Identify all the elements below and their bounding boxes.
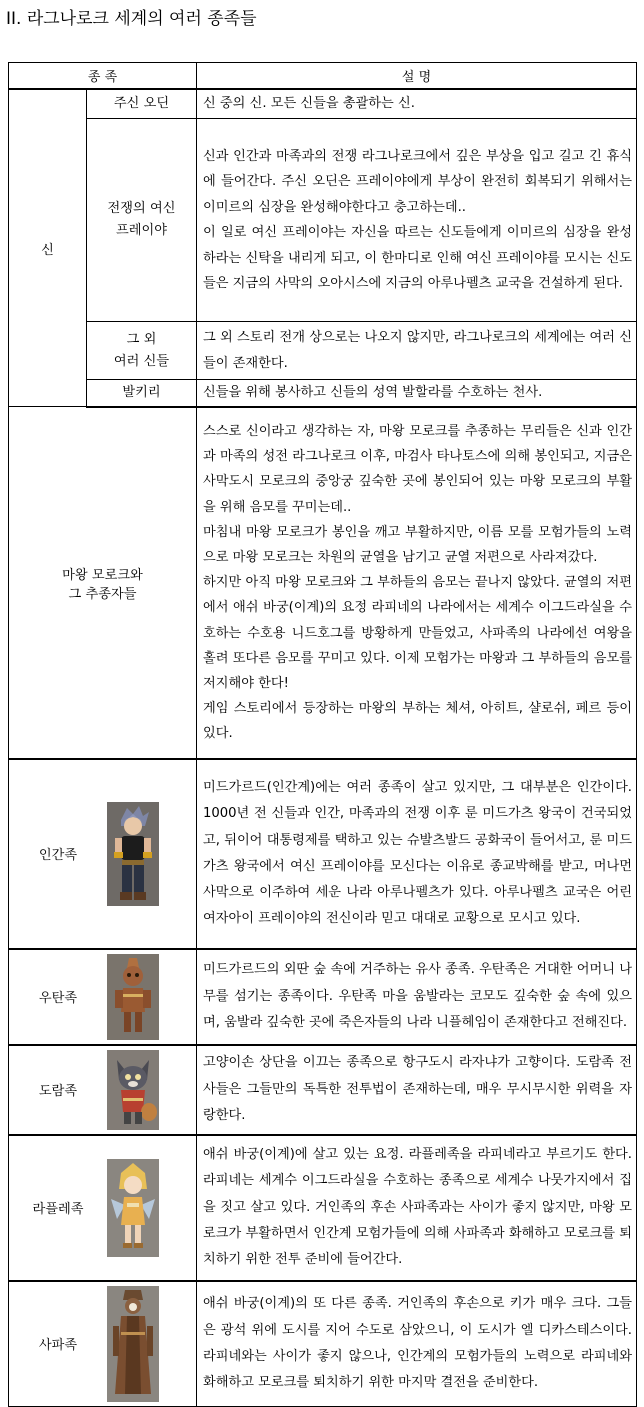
desc-morroc-p4: 게임 스토리에서 등장하는 마왕의 부하는 체셔, 아히트, 샬로쉬, 페르 등이 있다.	[203, 701, 632, 742]
category-gods: 신	[9, 89, 87, 407]
table-row	[9, 380, 637, 407]
race-cell-sapha	[9, 1281, 197, 1407]
raple-sprite-icon	[107, 1159, 159, 1257]
page-title: II. 라그나로크 세계의 여러 종족들	[6, 9, 257, 29]
table-row	[9, 759, 637, 949]
race-name-freya	[87, 119, 197, 322]
race-cell-human	[9, 759, 197, 949]
race-cell-raple	[9, 1135, 197, 1281]
desc-morroc-p3: 하지만 아직 마왕 모로크와 그 부하들의 음모는 끝나지 않았다. 균열의 저편에서 애쉬 바궁(이계)의 요정 라피네의 나라에서는 세계수 이그드라실을 수호하는 수호용 니드호그를 방황하게 만들었고, 사파족의 나라에선 여왕을 홀려 또다른 음모를 꾸미고 있다. 이제 모험가는 마왕과 그 부하들의 음모를 저지해야 한다!	[203, 575, 632, 691]
sapha-sprite-icon	[107, 1286, 159, 1402]
desc-freya	[197, 119, 637, 322]
desc-morroc-p1: 스스로 신이라고 생각하는 자, 마왕 모로크를 추종하는 무리들은 신과 인간과 마족의 성전 라그나로크 이후, 마검사 타나토스에 의해 봉인되고, 지금은 사막도시 모로크의 중앙궁 깊숙한 곳에 봉인되어 있는 마왕 모로크의 부활을 위해 음모를 꾸미는데..	[203, 423, 632, 515]
race-name-odin: 주신 오딘	[87, 89, 197, 119]
desc-raple: 애쉬 바궁(이계)에 살고 있는 요정. 라플레족을 라피네라고 부르기도 한다. 라피네는 세계수 이그드라실을 수호하는 종족으로 세계수 나뭇가지에서 집을 짓고 살고 있다. 거인족의 후손 사파족과는 사이가 좋지 않지만, 마왕 모로크가 부활하면서 인간계 모험가들에 의해 사파족과 화해하고 모로크를 퇴치하기 위한 전투 준비에 들어간다.	[197, 1135, 637, 1281]
desc-utan: 미드가르드의 외딴 숲 속에 거주하는 유사 종족. 우탄족은 거대한 어머니 나무를 섬기는 종족이다. 우탄족 마을 움발라는 코모도 깊숙한 숲 속에 있으며, 움발라 깊숙한 곳에 죽은자들의 나라 니플헤임이 존재한다고 전해진다.	[197, 949, 637, 1045]
race-name-human: 인간족	[38, 848, 78, 864]
desc-freya-p1: 신과 인간과 마족과의 전쟁 라그나로크에서 깊은 부상을 입고 길고 긴 휴식에 들어간다. 주신 오딘은 프레이야에게 부상이 완전히 회복되기 위해서는 이미르의 심장을 완성해야한다고 충고하는데..	[203, 148, 632, 215]
desc-odin: 신 중의 신. 모든 신들을 총괄하는 신.	[197, 89, 637, 119]
race-name-other-line1: 그 외	[126, 331, 157, 347]
desc-sapha: 애쉬 바궁(이계)의 또 다른 종족. 거인족의 후손으로 키가 매우 크다. 그들은 광석 위에 도시를 지어 수도로 삼았으니, 이 도시가 엘 디카스테스이다. 라피네와는 사이가 좋지 않으나, 인간계의 모험가들의 노력으로 라피네와 화해하고 모로크를 퇴치하기 위한 마지막 결전을 준비한다.	[197, 1281, 637, 1407]
header-race: 종 족	[9, 63, 197, 90]
race-name-freya-line2: 프레이야	[116, 223, 167, 239]
desc-other-gods: 그 외 스토리 전개 상으로는 나오지 않지만, 라그나로크의 세계에는 여러 신들이 존재한다.	[197, 322, 637, 380]
table-row	[9, 119, 637, 322]
doram-sprite-icon	[107, 1050, 159, 1130]
table-row	[9, 322, 637, 380]
race-name-freya-line1: 전쟁의 여신	[107, 201, 176, 217]
race-name-morroc-line2: 그 추종자들	[68, 586, 137, 602]
race-cell-utan	[9, 949, 197, 1045]
table-row	[9, 89, 637, 119]
table-row	[9, 1135, 637, 1281]
race-name-sapha: 사파족	[38, 1338, 78, 1354]
race-cell-doram	[9, 1045, 197, 1135]
race-name-other-gods	[87, 322, 197, 380]
desc-valkyrie: 신들을 위해 봉사하고 신들의 성역 발할라를 수호하는 천사.	[197, 380, 637, 407]
desc-morroc	[197, 407, 637, 759]
table-header-row	[9, 63, 637, 90]
desc-human: 미드가르드(인간계)에는 여러 종족이 살고 있지만, 그 대부분은 인간이다. 1000년 전 신들과 인간, 마족과의 전쟁 이후 룬 미드가츠 왕국이 건국되었고, 뒤이어 대통령제를 택하고 있는 슈발츠발드 공화국이 들어서고, 룬 미드가츠 왕국에서 여신 프레이야를 모신다는 이유로 종교박해를 받고, 머나먼 사막으로 이주하여 세운 나라 아루나펠츠가 있다. 아루나펠츠 교국은 어린 여자아이 프레이야의 전신이라 믿고 대대로 교황으로 모시고 있다.	[197, 759, 637, 949]
table-row	[9, 407, 637, 759]
desc-freya-p2: 이 일로 여신 프레이야는 자신을 따르는 신도들에게 이미르의 심장을 완성하라는 신탁을 내리게 되고, 이 한마디로 인해 여신 프레이야를 모시는 신도들은 지금의 사막의 오아시스에 지금의 아루나펠츠 교국을 건설하게 된다.	[203, 225, 632, 292]
race-name-doram: 도람족	[38, 1084, 78, 1100]
utan-sprite-icon	[107, 954, 159, 1040]
race-name-other-line2: 여러 신들	[113, 353, 170, 369]
header-description: 설 명	[197, 63, 637, 90]
race-name-utan: 우탄족	[38, 991, 78, 1007]
races-table	[8, 62, 637, 1407]
human-sprite-icon	[107, 802, 159, 906]
desc-morroc-p2: 마침내 마왕 모로크가 봉인을 깨고 부활하지만, 이름 모를 모험가들의 노력으로 마왕 모로크는 차원의 균열을 남기고 균열 저편으로 사라져갔다.	[203, 524, 632, 565]
race-name-morroc-line1: 마왕 모로크와	[62, 567, 143, 583]
race-name-morroc	[9, 407, 197, 759]
table-row	[9, 949, 637, 1045]
table-row	[9, 1045, 637, 1135]
table-row	[9, 1281, 637, 1407]
race-name-valkyrie: 발키리	[87, 380, 197, 407]
desc-doram: 고양이손 상단을 이끄는 종족으로 항구도시 라자냐가 고향이다. 도람족 전사들은 그들만의 독특한 전투법이 존재하는데, 매우 무시무시한 위력을 자랑한다.	[197, 1045, 637, 1135]
race-name-raple: 라플레족	[32, 1202, 84, 1218]
